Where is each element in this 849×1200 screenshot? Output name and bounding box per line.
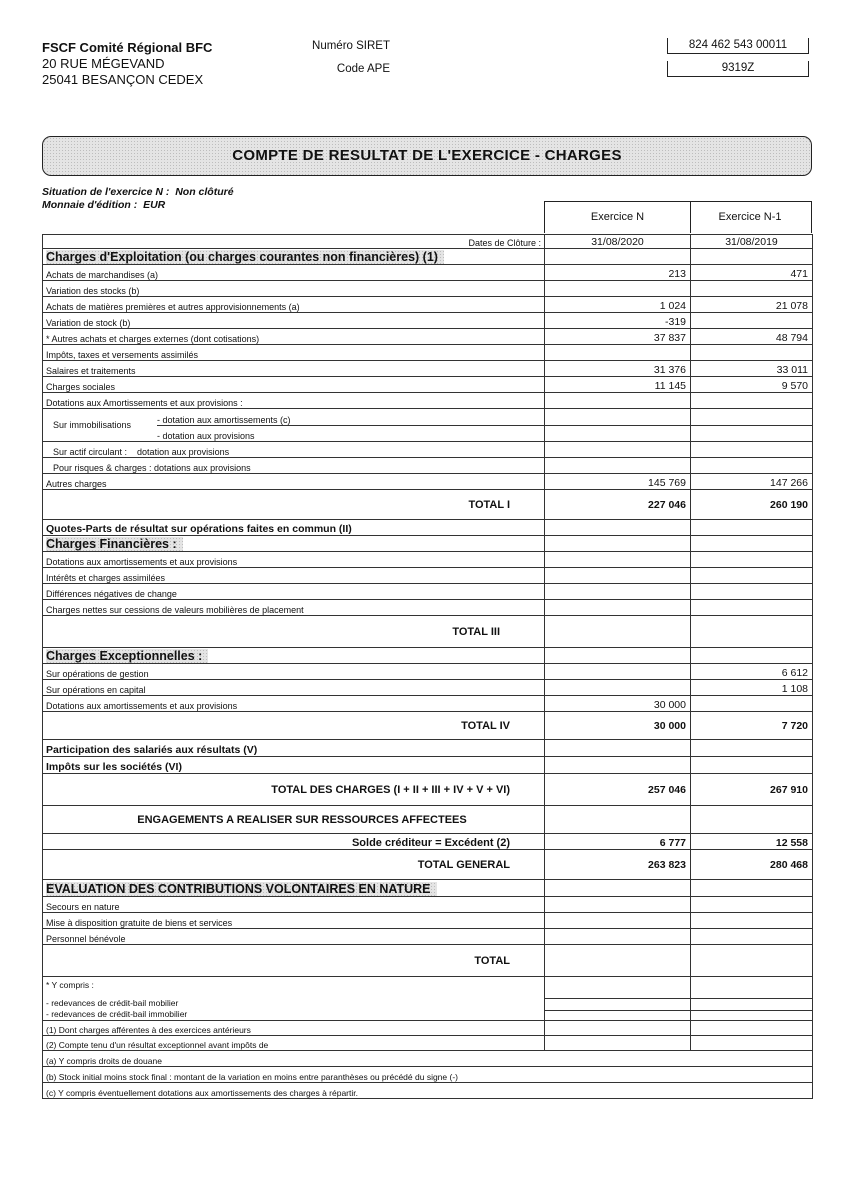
table-row: [43, 235, 813, 249]
total-n: 227 046: [545, 490, 691, 520]
note-a: (a) Y compris droits de douane: [43, 1051, 813, 1067]
column-header-n: Exercice N: [544, 201, 691, 233]
financial-title: Charges Financières :: [46, 537, 183, 551]
sur-immo-label: Sur immobilisations: [53, 420, 132, 430]
solde-label: Solde créditeur = Excédent (2): [43, 834, 545, 850]
total-general-label: TOTAL GENERAL: [43, 850, 545, 880]
solde-n1: 12 558: [691, 834, 813, 850]
solde-n: 6 777: [545, 834, 691, 850]
table-row: [43, 600, 813, 616]
row-label: * Autres achats et charges externes (dont cotisations): [43, 329, 545, 345]
sur-actif-value: dotation aux provisions: [137, 447, 230, 457]
total-row: [43, 850, 813, 880]
section-row: [43, 880, 813, 897]
exceptional-title: Charges Exceptionnelles :: [46, 649, 208, 663]
row-label: Achats de matières premières et autres approvisionnements (a): [43, 297, 545, 313]
table-row: [43, 897, 813, 913]
total-label: TOTAL III: [43, 616, 545, 648]
document-title: COMPTE DE RESULTAT DE L'EXERCICE - CHARGES: [42, 136, 812, 176]
table-row: [43, 1021, 813, 1036]
evaluation-title: EVALUATION DES CONTRIBUTIONS VOLONTAIRES EN NATURE: [46, 882, 437, 896]
row-label: Achats de marchandises (a): [43, 265, 545, 281]
row-label: Salaires et traitements: [43, 361, 545, 377]
total-label: TOTAL IV: [43, 712, 545, 740]
section-row: [43, 520, 813, 536]
date-n: 31/08/2020: [545, 235, 691, 249]
row-label: Sur opérations en capital: [43, 680, 545, 696]
value-n: 30 000: [545, 696, 691, 712]
table-row: [43, 409, 813, 426]
note-1: (1) Dont charges afférentes à des exercices antérieurs: [43, 1021, 545, 1036]
dotation-prov-label: - dotation aux provisions: [157, 431, 255, 441]
notes-row: [43, 977, 813, 1021]
table-row: [43, 474, 813, 490]
value-n1: 9 570: [691, 377, 813, 393]
table-row: [43, 929, 813, 945]
value-n1: 21 078: [691, 297, 813, 313]
engagements-label: ENGAGEMENTS A REALISER SUR RESSOURCES AFFECTEES: [43, 806, 545, 834]
credit-bail-mobilier-note: - redevances de crédit-bail mobilier: [46, 998, 179, 1008]
value-n1: 48 794: [691, 329, 813, 345]
table-row: [43, 361, 813, 377]
charges-table: [42, 234, 813, 1099]
table-row: [43, 1051, 813, 1067]
dotation-amort-label: - dotation aux amortissements (c): [157, 409, 544, 426]
table-row: [43, 696, 813, 712]
total-row: [43, 945, 813, 977]
table-row: [43, 568, 813, 584]
solde-row: [43, 834, 813, 850]
row-label: Différences négatives de change: [43, 584, 545, 600]
credit-bail-immobilier-note: - redevances de crédit-bail immobilier: [46, 1009, 188, 1019]
note-b: (b) Stock initial moins stock final : montant de la variation en moins entre paranthèses ou précédé du signe (-): [43, 1067, 813, 1083]
row-label: Sur opérations de gestion: [43, 664, 545, 680]
quotes-parts-title: Quotes-Parts de résultat sur opérations faites en commun (II): [43, 520, 545, 536]
total-general-n1: 280 468: [691, 850, 813, 880]
organization-name: FSCF Comité Régional BFC: [42, 40, 213, 55]
table-row: [43, 1067, 813, 1083]
total-row: [43, 774, 813, 806]
ape-label: Code APE: [336, 63, 390, 75]
table-row: [43, 393, 813, 409]
total-general-n: 263 823: [545, 850, 691, 880]
note-c: (c) Y compris éventuellement dotations aux amortissements des charges à répartir.: [43, 1083, 813, 1099]
table-row: [43, 458, 813, 474]
dates-label: Dates de Clôture :: [43, 235, 545, 249]
row-label: Dotations aux amortissements et aux provisions: [43, 696, 545, 712]
total-eval-label: TOTAL: [43, 945, 545, 977]
row-label: Secours en nature: [43, 897, 545, 913]
siret-value: 824 462 543 00011: [667, 38, 809, 54]
value-n: -319: [545, 313, 691, 329]
section-row: [43, 249, 813, 265]
table-row: [43, 313, 813, 329]
table-row: [43, 1036, 813, 1051]
value-n: 1 024: [545, 297, 691, 313]
siret-label: Numéro SIRET: [312, 40, 390, 52]
table-row: [43, 297, 813, 313]
exploitation-title: Charges d'Exploitation (ou charges courantes non financières) (1): [46, 250, 444, 264]
row-label: Autres charges: [43, 474, 545, 490]
value-n: 145 769: [545, 474, 691, 490]
ape-value: 9319Z: [667, 61, 809, 77]
note-2: (2) Compte tenu d'un résultat exceptionnel avant impôts de: [43, 1036, 545, 1051]
row-label: Charges nettes sur cessions de valeurs mobilières de placement: [43, 600, 545, 616]
row-label: Mise à disposition gratuite de biens et services: [43, 913, 545, 929]
table-row: [43, 664, 813, 680]
row-label: Intérêts et charges assimilées: [43, 568, 545, 584]
table-row: [43, 377, 813, 393]
table-row: [43, 913, 813, 929]
value-n1: 33 011: [691, 361, 813, 377]
table-row: [43, 584, 813, 600]
situation-value: Non clôturé: [175, 186, 234, 198]
y-compris-note: * Y compris :: [46, 980, 94, 990]
exercise-meta: [42, 186, 234, 212]
value-n: 31 376: [545, 361, 691, 377]
table-row: [43, 442, 813, 458]
total-label: TOTAL I: [43, 490, 545, 520]
engagements-row: [43, 806, 813, 834]
table-row: [43, 552, 813, 568]
value-n: 11 145: [545, 377, 691, 393]
row-label: Dotations aux Amortissements et aux provisions :: [43, 393, 545, 409]
table-row: [43, 345, 813, 361]
table-row: [43, 281, 813, 297]
total-n1: 7 720: [691, 712, 813, 740]
row-label: Impôts, taxes et versements assimilés: [43, 345, 545, 361]
table-row: [43, 265, 813, 281]
monnaie-label: Monnaie d'édition :: [42, 199, 138, 211]
row-label: Variation de stock (b): [43, 313, 545, 329]
value-n1: 471: [691, 265, 813, 281]
total-charges-label: TOTAL DES CHARGES (I + II + III + IV + V + VI): [43, 774, 545, 806]
value-n: 213: [545, 265, 691, 281]
row-label: Dotations aux amortissements et aux provisions: [43, 552, 545, 568]
date-n1: 31/08/2019: [691, 235, 813, 249]
row-label: Pour risques & charges : dotations aux provisions: [43, 458, 545, 474]
total-charges-n1: 267 910: [691, 774, 813, 806]
table-row: [43, 1083, 813, 1099]
organization-block: [42, 40, 212, 88]
situation-label: Situation de l'exercice N :: [42, 186, 170, 198]
row-label: Personnel bénévole: [43, 929, 545, 945]
section-row: [43, 536, 813, 552]
table-row: [43, 329, 813, 345]
value-n1: 6 612: [691, 664, 813, 680]
sur-actif-label: Sur actif circulant :: [53, 447, 128, 457]
section-row: [43, 740, 813, 757]
total-row: [43, 712, 813, 740]
value-n: 37 837: [545, 329, 691, 345]
total-n: 30 000: [545, 712, 691, 740]
row-label: Variation des stocks (b): [43, 281, 545, 297]
total-charges-n: 257 046: [545, 774, 691, 806]
address-line-1: 20 RUE MÉGEVAND: [42, 56, 165, 71]
monnaie-value: EUR: [143, 199, 166, 211]
row-label: Charges sociales: [43, 377, 545, 393]
section-row: [43, 648, 813, 664]
total-row: [43, 616, 813, 648]
section-row: [43, 757, 813, 774]
address-line-2: 25041 BESANÇON CEDEX: [42, 72, 204, 87]
total-row: [43, 490, 813, 520]
value-n1: 1 108: [691, 680, 813, 696]
table-row: [43, 680, 813, 696]
participation-title: Participation des salariés aux résultats (V): [43, 740, 545, 757]
column-header-n1: Exercice N-1: [689, 201, 812, 233]
impots-societes-title: Impôts sur les sociétés (VI): [43, 757, 545, 774]
value-n1: 147 266: [691, 474, 813, 490]
total-n1: 260 190: [691, 490, 813, 520]
